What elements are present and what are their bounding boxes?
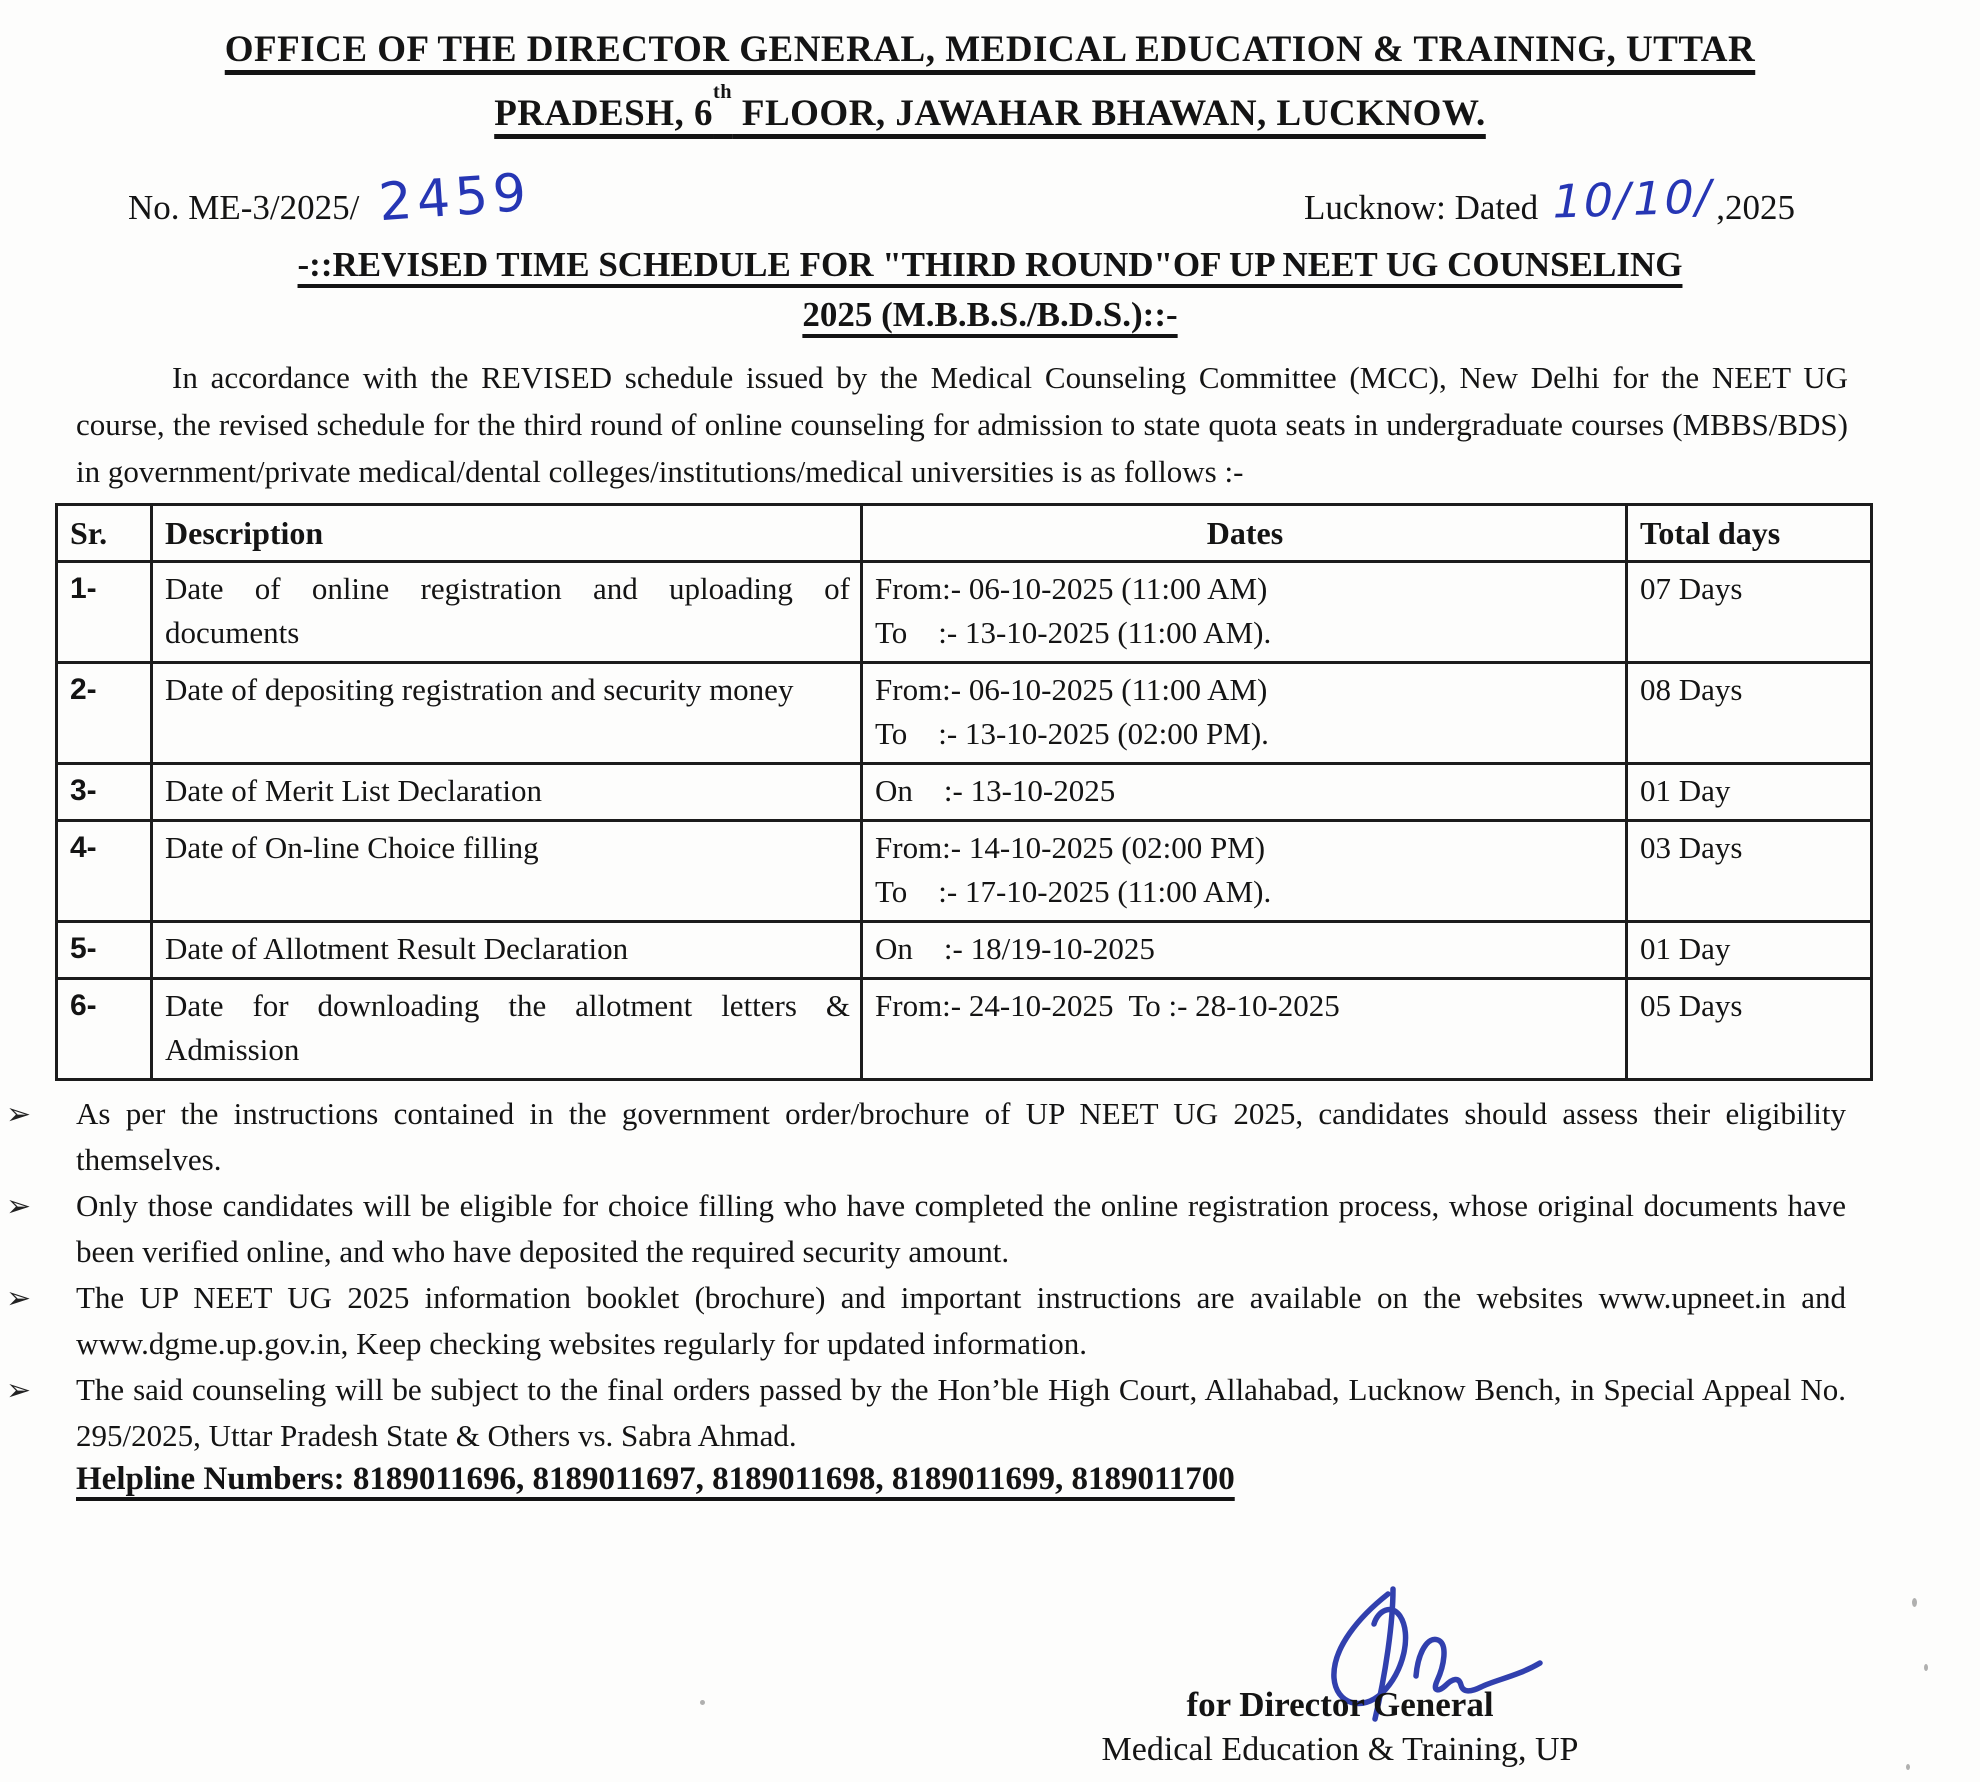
col-header-total-days: Total days [1627, 505, 1872, 562]
cell-total-days: 01 Day [1627, 922, 1872, 979]
schedule-row [57, 663, 1872, 764]
cell-description: Date of Allotment Result Declaration [152, 922, 862, 979]
cell-sr: 1- [57, 562, 152, 663]
office-header-line1: OFFICE OF THE DIRECTOR GENERAL, MEDICAL EDUCATION & TRAINING, UTTAR [224, 29, 1756, 70]
cell-total-days: 03 Days [1627, 821, 1872, 922]
note-item [0, 1367, 1846, 1459]
date-line: To :- 13-10-2025 (11:00 AM). [875, 615, 1272, 651]
scan-speck [700, 1700, 705, 1705]
cell-description: Date for downloading the allotment letters & Admission [152, 979, 862, 1080]
note-text: The said counseling will be subject to the final orders passed by the Hon’ble High Court, Allahabad, Lucknow Bench, in Special Appeal No. 295/2025, Uttar Pradesh State & Others vs. Sabra Ahmad. [76, 1372, 1846, 1454]
cell-dates [862, 764, 1627, 821]
cell-dates [862, 562, 1627, 663]
cell-total-days: 01 Day [1627, 764, 1872, 821]
date-line: To :- 13-10-2025 (02:00 PM). [875, 716, 1269, 752]
col-header-sr: Sr. [57, 505, 152, 562]
subject-heading [0, 240, 1980, 340]
date-line: To :- 17-10-2025 (11:00 AM). [875, 874, 1272, 910]
signature-org-line: Medical Education & Training, UP [1101, 1731, 1579, 1768]
handwritten-ref-number: 2459 [377, 163, 534, 234]
date-line: On :- 13-10-2025 [875, 773, 1116, 809]
scan-speck [1906, 1764, 1910, 1770]
subject-line2: 2025 (M.B.B.S./B.D.S.)::- [802, 295, 1178, 335]
reference-row [128, 163, 1795, 234]
cell-description: Date of Merit List Declaration [152, 764, 862, 821]
scan-speck [1924, 1664, 1928, 1671]
office-header-line2: PRADESH, 6th FLOOR, JAWAHAR BHAWAN, LUCKNOW. [494, 81, 1486, 135]
cell-sr: 6- [57, 979, 152, 1080]
cell-dates [862, 821, 1627, 922]
place-date: Lucknow: Dated 10/10/,2025 [1303, 169, 1795, 230]
cell-description: Date of depositing registration and security money [152, 663, 862, 764]
date-line: From:- 14-10-2025 (02:00 PM) [875, 830, 1266, 866]
date-line: On :- 18/19-10-2025 [875, 931, 1155, 967]
cell-total-days: 08 Days [1627, 663, 1872, 764]
notes-list [0, 1091, 1980, 1459]
arrow-bullet-icon: ➢ [6, 1097, 32, 1133]
cell-sr: 4- [57, 821, 152, 922]
arrow-bullet-icon: ➢ [6, 1281, 32, 1317]
note-text: The UP NEET UG 2025 information booklet (brochure) and important instructions are available on the websites www.upneet.in and www.dgme.up.gov.in, Keep checking websites regularly for updated information. [76, 1280, 1846, 1362]
note-text: As per the instructions contained in the government order/brochure of UP NEET UG 2025, candidates should assess their eligibility themselves. [76, 1096, 1846, 1178]
col-header-dates: Dates [862, 505, 1627, 562]
date-line: From:- 24-10-2025 To :- 28-10-2025 [875, 988, 1340, 1024]
schedule-row [57, 764, 1872, 821]
cell-dates [862, 922, 1627, 979]
signature-block [1020, 1684, 1660, 1772]
arrow-bullet-icon: ➢ [6, 1373, 32, 1409]
scan-speck [1912, 1598, 1917, 1607]
date-line: From:- 06-10-2025 (11:00 AM) [875, 672, 1268, 708]
subject-line1: -::REVISED TIME SCHEDULE FOR "THIRD ROUND"OF UP NEET UG COUNSELING [297, 245, 1683, 285]
arrow-bullet-icon: ➢ [6, 1189, 32, 1225]
cell-dates [862, 979, 1627, 1080]
schedule-table-header-row [57, 505, 1872, 562]
schedule-row [57, 562, 1872, 663]
date-line: From:- 06-10-2025 (11:00 AM) [875, 571, 1268, 607]
schedule-row [57, 821, 1872, 922]
note-item [0, 1091, 1846, 1183]
cell-description: Date of online registration and uploading of documents [152, 562, 862, 663]
cell-sr: 2- [57, 663, 152, 764]
cell-description: Date of On-line Choice filling [152, 821, 862, 922]
intro-paragraph: In accordance with the REVISED schedule issued by the Medical Counseling Committee (MCC), New Delhi for the NEET UG course, the revised schedule for the third round of online counseling for admission to state quota seats in undergraduate courses (MBBS/BDS) in government/private medical/dental colleges/institutions/medical universities is as follows :- [76, 360, 1848, 490]
schedule-row [57, 922, 1872, 979]
office-header [0, 0, 1980, 142]
cell-sr: 3- [57, 764, 152, 821]
note-item [0, 1275, 1846, 1367]
handwritten-date: 10/10/ [1547, 169, 1719, 230]
note-item [0, 1183, 1846, 1275]
schedule-table [55, 503, 1873, 1081]
helpline-numbers: Helpline Numbers: 8189011696, 8189011697, 8189011698, 8189011699, 8189011700 [76, 1461, 1235, 1498]
cell-total-days: 07 Days [1627, 562, 1872, 663]
schedule-row [57, 979, 1872, 1080]
col-header-description: Description [152, 505, 862, 562]
cell-sr: 5- [57, 922, 152, 979]
cell-dates [862, 663, 1627, 764]
cell-total-days: 05 Days [1627, 979, 1872, 1080]
superscript-th: th [713, 81, 733, 103]
signature-for-line: for Director General [1186, 1685, 1494, 1724]
note-text: Only those candidates will be eligible for choice filling who have completed the online registration process, whose original documents have been verified online, and who have deposited the required security amount. [76, 1188, 1846, 1270]
reference-number: No. ME-3/2025/ 2459 [128, 163, 534, 234]
